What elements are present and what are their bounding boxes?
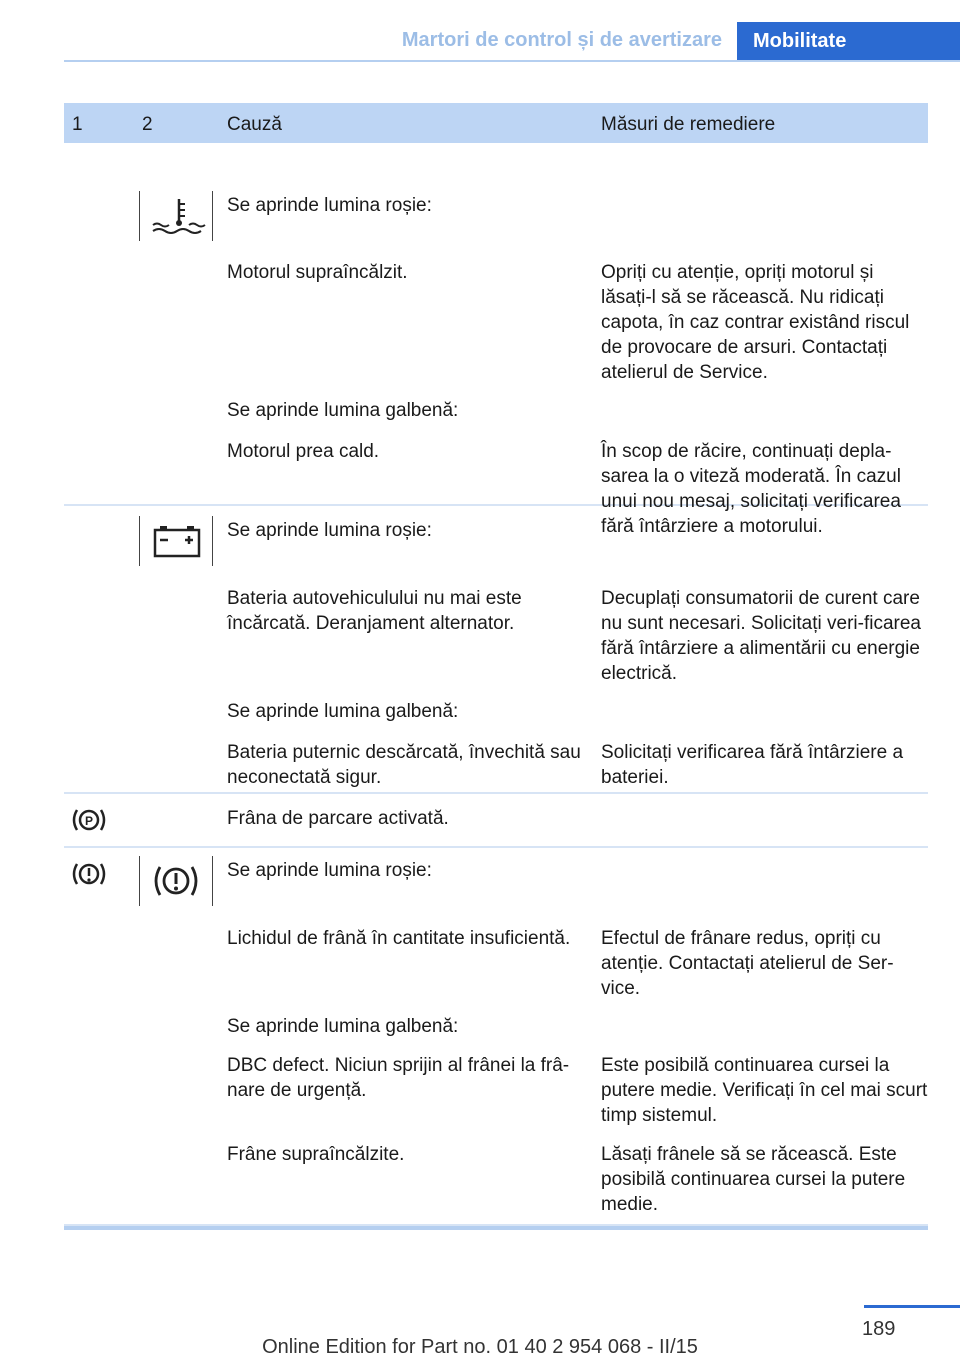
remedy-text: În scop de răcire, continuați depla-sarea la o viteză moderată. În cazul unui nou mesaj, solicitați verificarea fără întârziere a motorului. bbox=[601, 441, 901, 537]
chapter-tab-label: Mobilitate bbox=[753, 30, 847, 52]
table-header bbox=[64, 103, 928, 143]
cause-text: DBC defect. Niciun sprijin al frânei la frâ-nare de urgență. bbox=[227, 1055, 570, 1101]
table-group-coolant bbox=[64, 143, 928, 537]
cause-text: Frâne supraîncălzite. bbox=[227, 1144, 405, 1165]
remedy-text: Este posibilă continuarea cursei la putere medie. Verificați în cel mai scurt timp sistemul. bbox=[601, 1055, 928, 1126]
cause-text: Se aprinde lumina galbenă: bbox=[227, 400, 459, 421]
remedy-text: Efectul de frânare redus, opriți cu atenție. Contactați atelierul de Ser-vice. bbox=[601, 928, 894, 999]
table-bottom-rule bbox=[64, 1226, 928, 1230]
cause-text: Motorul supraîncălzit. bbox=[227, 262, 408, 283]
battery-icon bbox=[139, 516, 213, 566]
cause-text: Se aprinde lumina galbenă: bbox=[227, 701, 459, 722]
svg-text:P: P bbox=[84, 814, 94, 828]
remedy-text: Opriți cu atenție, opriți motorul și lăsați-l să se răcească. Nu ridicați capota, în caz contrar existând riscul de provocare de arsuri. Contactați atelierul de Service. bbox=[601, 262, 910, 383]
header-col-1: 1 bbox=[72, 114, 83, 135]
remedy-text: Solicitați verificarea fără întârziere a bateriei. bbox=[601, 742, 904, 788]
chapter-tab[interactable] bbox=[737, 22, 960, 62]
cause-text: Bateria puternic descărcată, învechită sau neconectată sigur. bbox=[227, 742, 581, 788]
footer-divider bbox=[864, 1305, 960, 1308]
cause-text: Se aprinde lumina roșie: bbox=[227, 195, 432, 216]
header-remedy: Măsuri de remediere bbox=[601, 114, 776, 135]
page-header bbox=[0, 0, 960, 62]
section-title: Martori de control și de avertizare bbox=[401, 29, 722, 51]
header-divider bbox=[64, 60, 960, 62]
header-col-2: 2 bbox=[142, 114, 153, 135]
cause-text: Lichidul de frână în cantitate insuficientă. bbox=[227, 928, 571, 949]
cause-text: Se aprinde lumina galbenă: bbox=[227, 1016, 459, 1037]
table-group-brake-warning bbox=[64, 848, 928, 1226]
edition-note: Online Edition for Part no. 01 40 2 954 068 - II/15 bbox=[262, 1336, 698, 1358]
warning-lights-table bbox=[64, 103, 928, 1230]
parking-brake-icon bbox=[70, 805, 108, 840]
cause-text: Bateria autovehiculului nu mai este încărcată. Deranjament alternator. bbox=[227, 588, 522, 634]
page-number: 189 bbox=[862, 1318, 896, 1340]
cause-text: Se aprinde lumina roșie: bbox=[227, 520, 432, 541]
table-group-parking-brake bbox=[64, 794, 928, 848]
brake-warning-icon bbox=[139, 856, 213, 906]
brake-warning-icon bbox=[70, 859, 108, 894]
table-group-battery bbox=[64, 506, 928, 794]
remedy-text: Decuplați consumatorii de curent care nu sunt necesari. Solicitați veri-ficarea fără întârziere a alimentării cu energie electrică. bbox=[601, 588, 921, 684]
cause-text: Se aprinde lumina roșie: bbox=[227, 860, 432, 881]
cause-text: Motorul prea cald. bbox=[227, 441, 380, 462]
cause-text: Frâna de parcare activată. bbox=[227, 808, 449, 829]
header-cause: Cauză bbox=[227, 114, 282, 135]
coolant-temperature-icon bbox=[139, 191, 213, 241]
remedy-text: Lăsați frânele să se răcească. Este posibilă continuarea cursei la putere medie. bbox=[601, 1144, 906, 1215]
